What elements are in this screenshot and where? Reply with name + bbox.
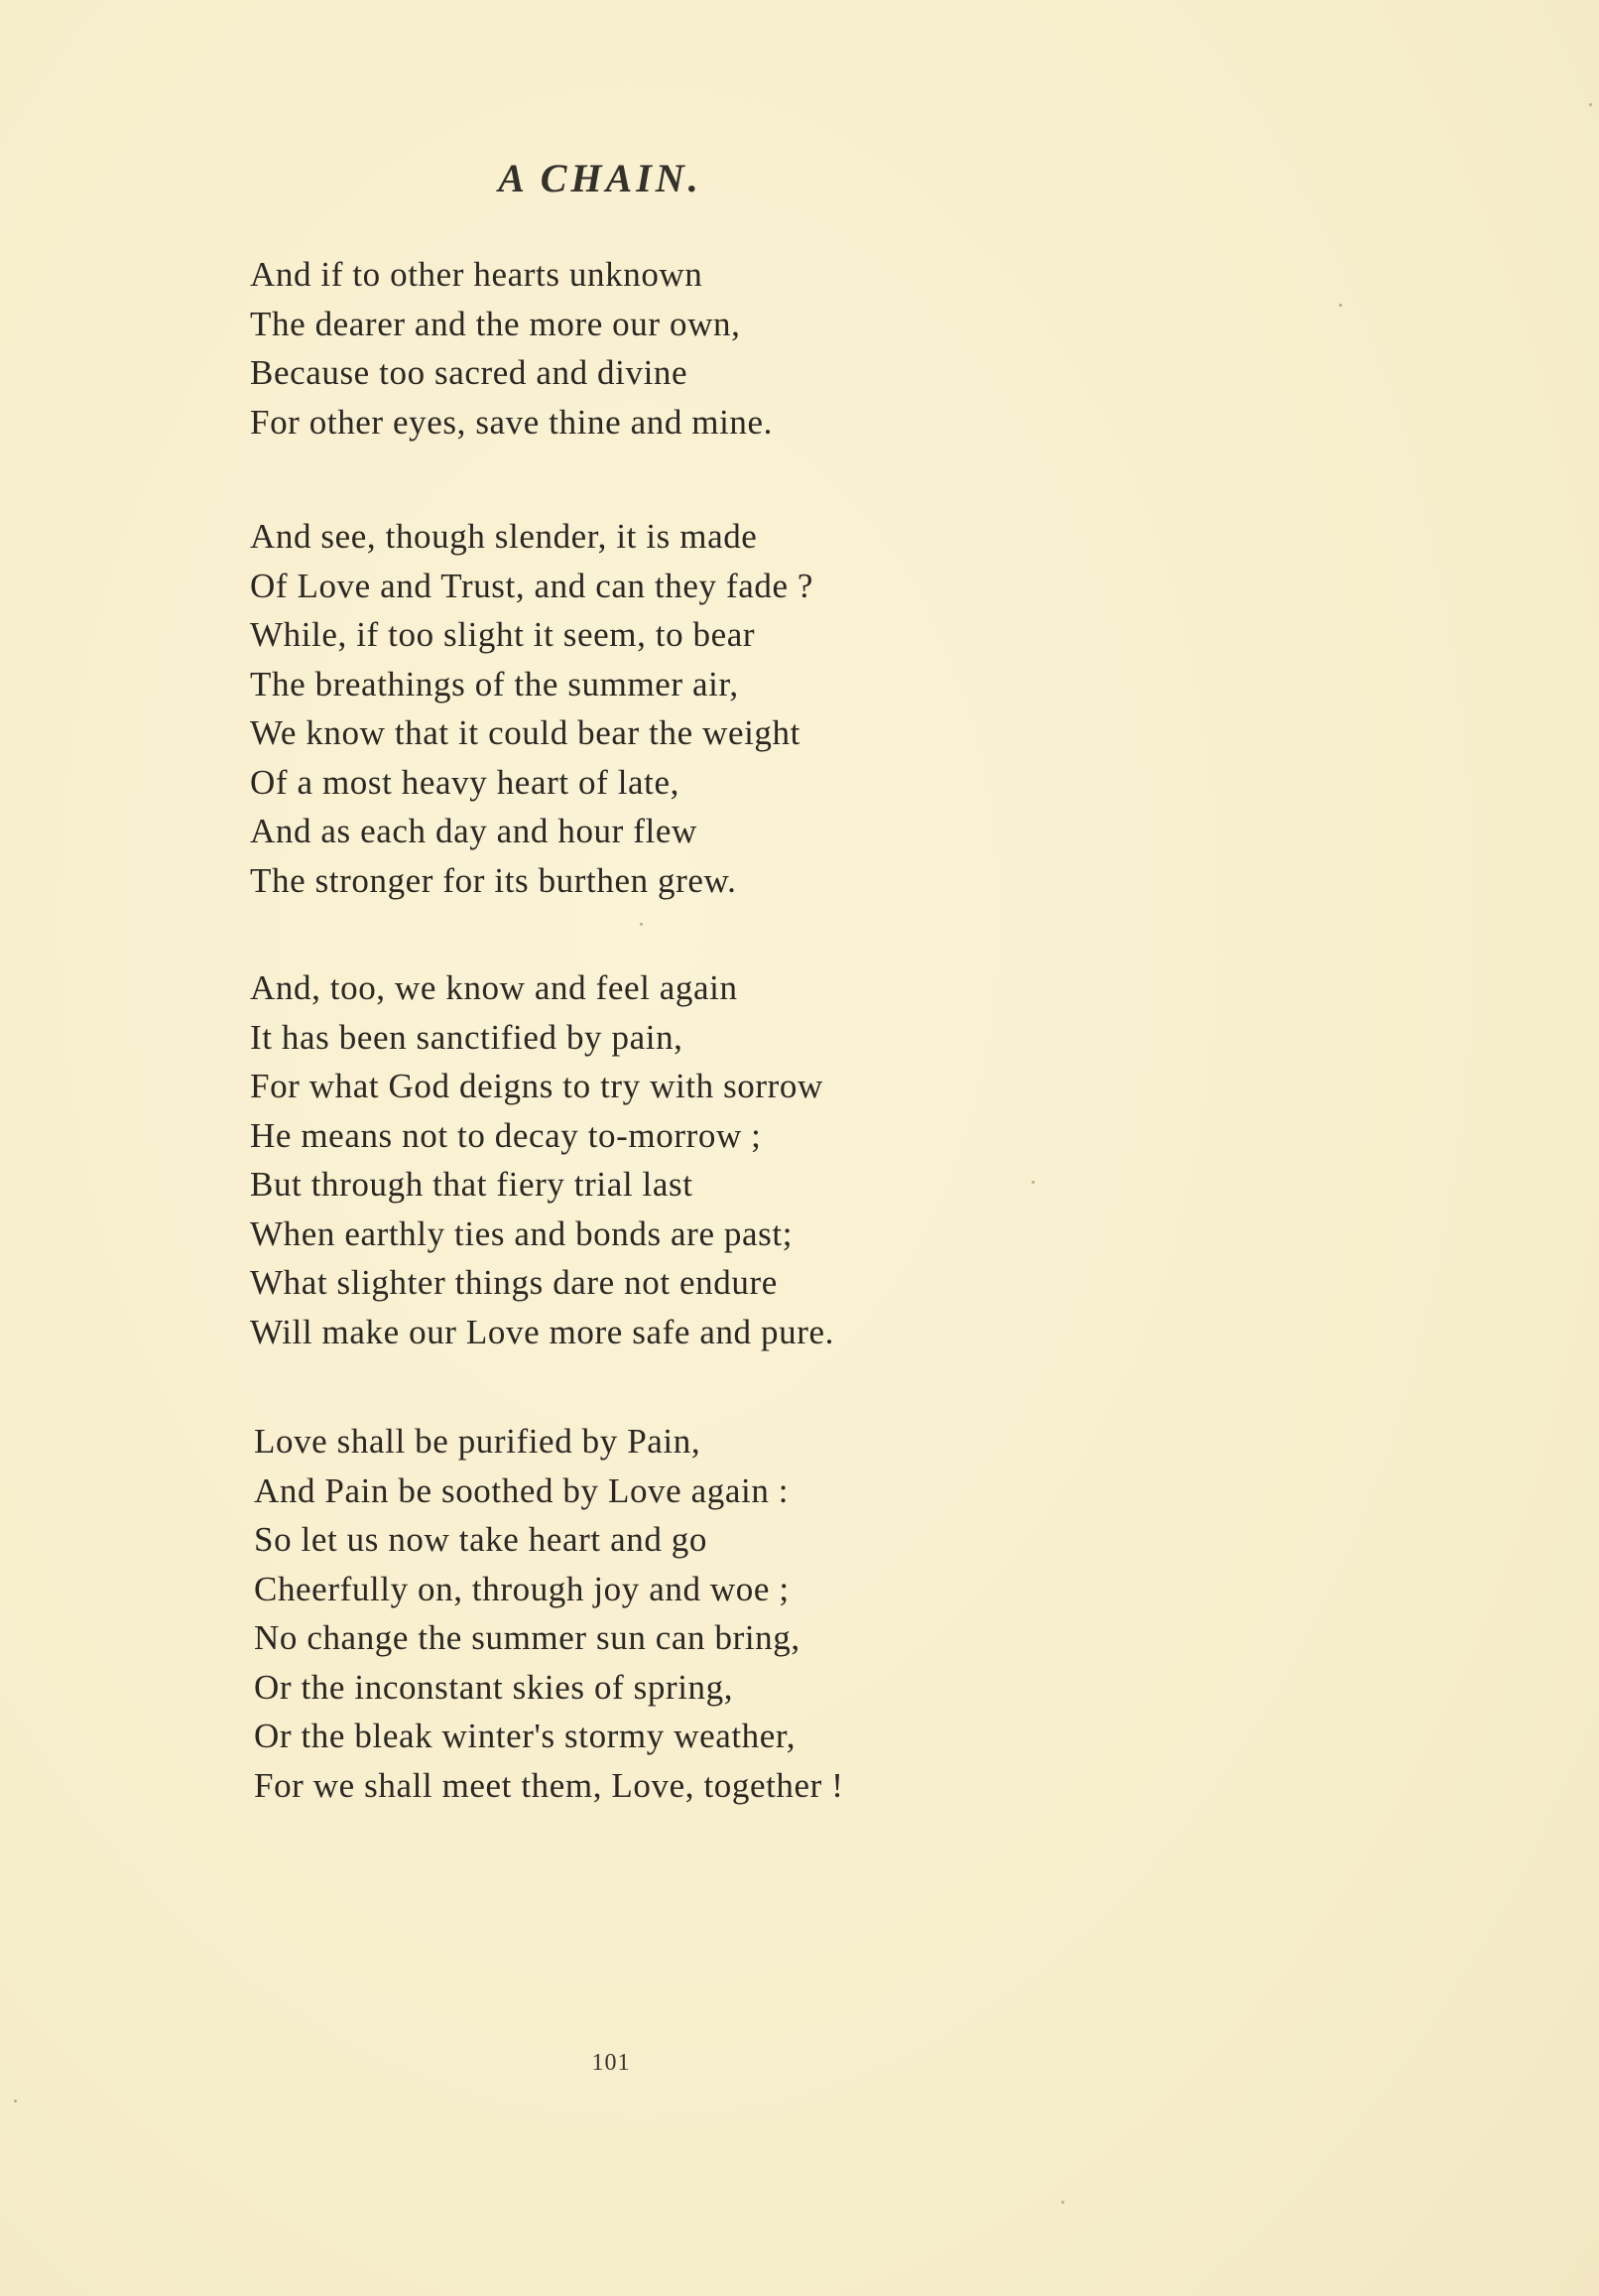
poem-line: The dearer and the more our own,: [250, 304, 741, 343]
poem-title: A CHAIN.: [498, 156, 702, 200]
paper-speck: [640, 923, 643, 926]
poem-line: Cheerfully on, through joy and woe ;: [254, 1569, 790, 1608]
poem-line: He means not to decay to-morrow ;: [250, 1115, 762, 1155]
poem-line: Of a most heavy heart of late,: [250, 762, 679, 802]
poem-line: And as each day and hour flew: [250, 812, 697, 850]
poem-line: It has been sanctified by pain,: [250, 1017, 683, 1057]
poem-line: For we shall meet them, Love, together !: [254, 1765, 844, 1805]
poem-line: But through that fiery trial last: [250, 1165, 693, 1204]
poem-line: Love shall be purified by Pain,: [254, 1422, 701, 1461]
poem-line: While, if too slight it seem, to bear: [250, 615, 756, 654]
poem-line: And Pain be soothed by Love again :: [254, 1470, 790, 1510]
poem-line: And if to other hearts unknown: [250, 255, 703, 294]
paper-speck: [1339, 304, 1342, 307]
poem-line: For what God deigns to try with sorrow: [250, 1067, 823, 1105]
poem-line: What slighter things dare not endure: [250, 1263, 778, 1302]
stanza-4: [254, 1417, 844, 1810]
paper-speck: [1061, 2201, 1064, 2204]
stanza-1: [250, 250, 773, 446]
poem-line: Or the inconstant skies of spring,: [254, 1667, 734, 1707]
poem-line: And see, though slender, it is made: [250, 517, 758, 556]
poem-line: Because too sacred and divine: [250, 353, 688, 392]
poem-line: And, too, we know and feel again: [250, 968, 738, 1007]
paper-speck: [1589, 103, 1592, 106]
poem-line: So let us now take heart and go: [254, 1520, 707, 1559]
poem-line: Of Love and Trust, and can they fade ?: [250, 566, 814, 605]
poem-line: The stronger for its burthen grew.: [250, 860, 737, 900]
poem-line: No change the summer sun can bring,: [254, 1618, 800, 1657]
paper-speck: [14, 2100, 17, 2103]
poem-line: Will make our Love more safe and pure.: [250, 1312, 834, 1351]
stanza-3: [250, 963, 834, 1356]
page-number: 101: [591, 2050, 631, 2076]
poem-line: We know that it could bear the weight: [250, 713, 800, 752]
paper-speck: [1032, 1181, 1035, 1184]
poem-line: For other eyes, save thine and mine.: [250, 402, 774, 442]
stanza-2: [250, 512, 813, 905]
poem-line: When earthly ties and bonds are past;: [250, 1213, 794, 1253]
poem-line: The breathings of the summer air,: [250, 664, 739, 703]
poem-line: Or the bleak winter's stormy weather,: [254, 1717, 797, 1755]
